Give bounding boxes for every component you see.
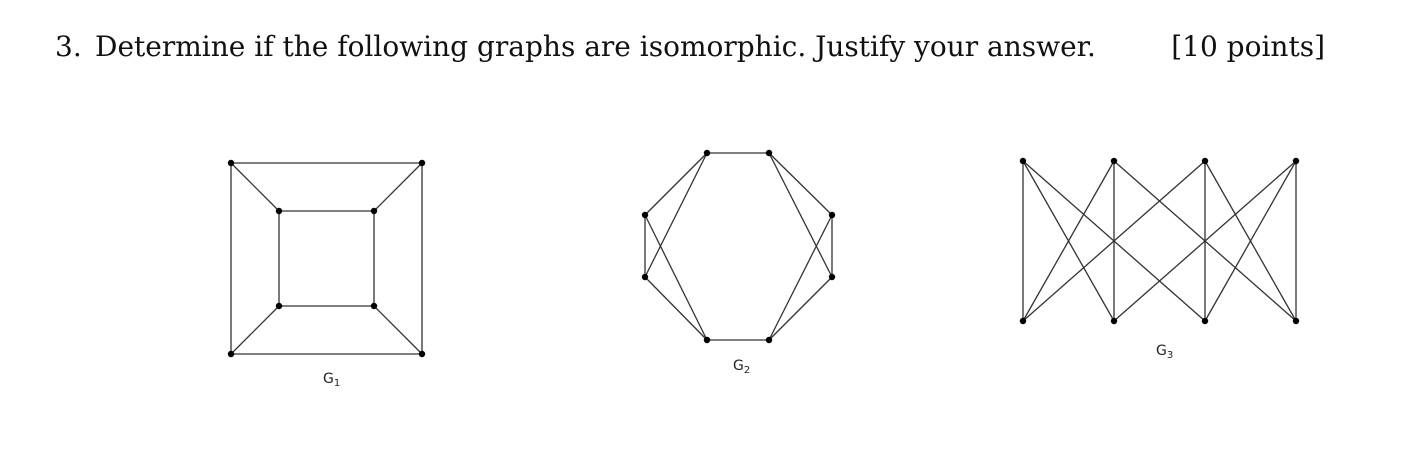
g3-vertex-3 (1293, 158, 1299, 164)
g3-vertex-5 (1111, 318, 1117, 324)
graph-g3 (1020, 158, 1299, 324)
g2-vertex-2 (829, 212, 835, 218)
g3-vertex-6 (1202, 318, 1208, 324)
g2-edge-5-6 (645, 277, 707, 340)
g3-vertex-2 (1202, 158, 1208, 164)
g1-vertex-4 (276, 208, 282, 214)
g1-edge-1-5 (374, 163, 422, 211)
g2-vertex-0 (704, 150, 710, 156)
g2-edge-1-3 (769, 153, 832, 277)
g1-vertex-0 (228, 160, 234, 166)
g2-vertex-5 (704, 337, 710, 343)
g1-vertex-1 (419, 160, 425, 166)
g2-vertex-3 (829, 274, 835, 280)
graph-g2 (642, 150, 835, 343)
g1-edge-2-6 (374, 306, 422, 354)
g2-edge-7-0 (645, 153, 707, 215)
g1-vertex-7 (276, 303, 282, 309)
question-number: 3. (55, 30, 82, 63)
g1-vertex-5 (371, 208, 377, 214)
g1-vertex-3 (228, 351, 234, 357)
g2-edge-0-6 (645, 153, 707, 277)
g2-vertex-1 (766, 150, 772, 156)
question-text: Determine if the following graphs are isomorphic. Justify your answer. (95, 30, 1096, 63)
g1-vertex-2 (419, 351, 425, 357)
g2-edge-1-2 (769, 153, 832, 215)
graph-label-g3: $G_3$ (1156, 343, 1174, 361)
graph-label-g1: $G_1$ (323, 371, 341, 389)
question-points: [10 points] (1171, 30, 1325, 63)
g2-vertex-6 (642, 274, 648, 280)
g2-vertex-4 (766, 337, 772, 343)
g1-edge-3-7 (231, 306, 279, 354)
graph-label-g2: $G_2$ (733, 358, 751, 376)
g2-edge-3-4 (769, 277, 832, 340)
graph-g1 (228, 160, 425, 357)
g3-vertex-4 (1020, 318, 1026, 324)
g2-edge-7-5 (645, 215, 707, 340)
g1-edge-0-4 (231, 163, 279, 211)
g3-vertex-7 (1293, 318, 1299, 324)
g2-edge-2-4 (769, 215, 832, 340)
g2-vertex-7 (642, 212, 648, 218)
g1-vertex-6 (371, 303, 377, 309)
g3-vertex-1 (1111, 158, 1117, 164)
g3-vertex-0 (1020, 158, 1026, 164)
